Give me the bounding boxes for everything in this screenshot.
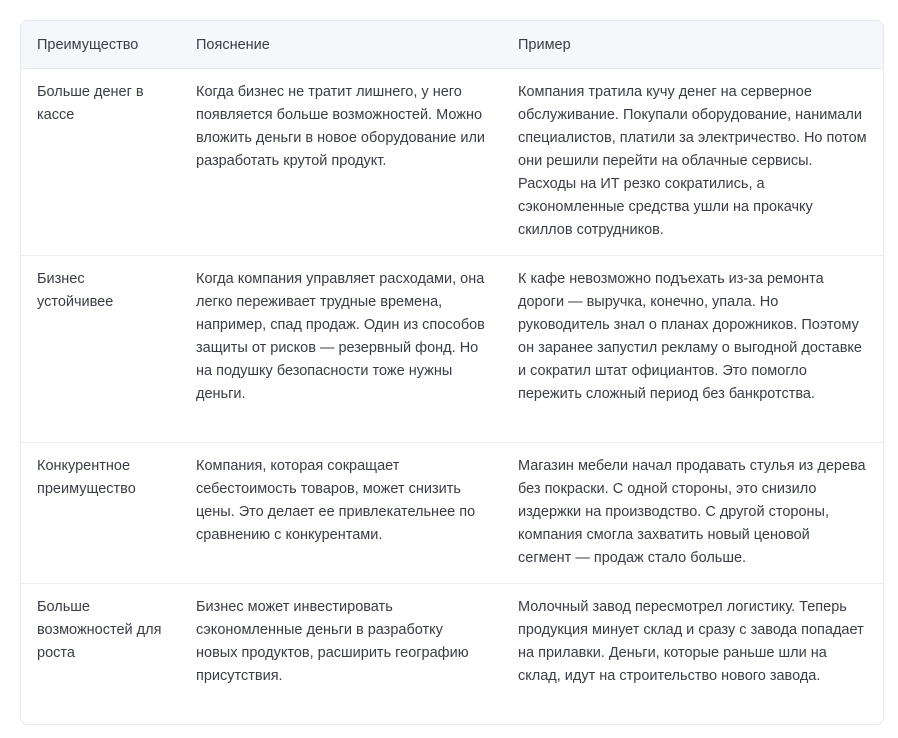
table-body (21, 69, 883, 725)
advantage-cell: Больше возможностей для роста (37, 599, 162, 661)
explanation-cell: Бизнес может инвестировать сэкономленные деньги в разработку новых продуктов, расширить географию присутствия. (196, 599, 469, 684)
table-row (21, 256, 883, 443)
column-header-explanation: Пояснение (180, 21, 502, 69)
table-header (21, 21, 883, 69)
header-row (21, 21, 883, 69)
advantages-table-container (20, 20, 884, 725)
table-row (21, 443, 883, 584)
table-row (21, 584, 883, 725)
explanation-cell: Компания, которая сокращает себестоимость товаров, может снизить цены. Это делает ее привлекательнее по сравнению с конкурентами. (180, 443, 502, 584)
column-header-example: Пример (502, 21, 883, 69)
explanation-cell: Когда бизнес не тратит лишнего, у него появляется больше возможностей. Можно вложить деньги в новое оборудование или разработать крутой продукт. (180, 69, 502, 256)
advantage-cell: Бизнес устойчивее (21, 256, 180, 443)
advantage-cell: Больше денег в кассе (21, 69, 180, 256)
advantages-table (21, 21, 883, 724)
explanation-cell: Когда компания управляет расходами, она легко переживает трудные времена, например, спад продаж. Один из способов защиты от рисков — резервный фонд. Но на подушку безопасности тоже нужны деньги. (180, 256, 502, 443)
column-header-advantage: Преимущество (21, 21, 180, 69)
table-row (21, 69, 883, 256)
example-cell: К кафе невозможно подъехать из-за ремонта дороги — выручка, конечно, упала. Но руководитель знал о планах дорожников. Поэтому он заранее запустил рекламу о выгодной доставке и сократил штат официантов. Это помогло пережить сложный период без банкротства. (502, 256, 883, 443)
example-cell: Магазин мебели начал продавать стулья из дерева без покраски. С одной стороны, это снизило издержки на производство. С другой стороны, компания смогла захватить новый ценовой сегмент — продаж стало больше. (502, 443, 883, 584)
advantage-cell: Конкурентное преимущество (21, 443, 180, 584)
example-cell: Компания тратила кучу денег на серверное обслуживание. Покупали оборудование, нанимали специалистов, платили за электричество. Но потом они решили перейти на облачные сервисы. Расходы на ИТ резко сократились, а сэкономленные средства ушли на прокачку скиллов сотрудников. (502, 69, 883, 256)
example-cell: Молочный завод пересмотрел логистику. Теперь продукция минует склад и сразу с завода попадает на прилавки. Деньги, которые раньше шли на склад, идут на строительство нового завода. (518, 599, 864, 684)
